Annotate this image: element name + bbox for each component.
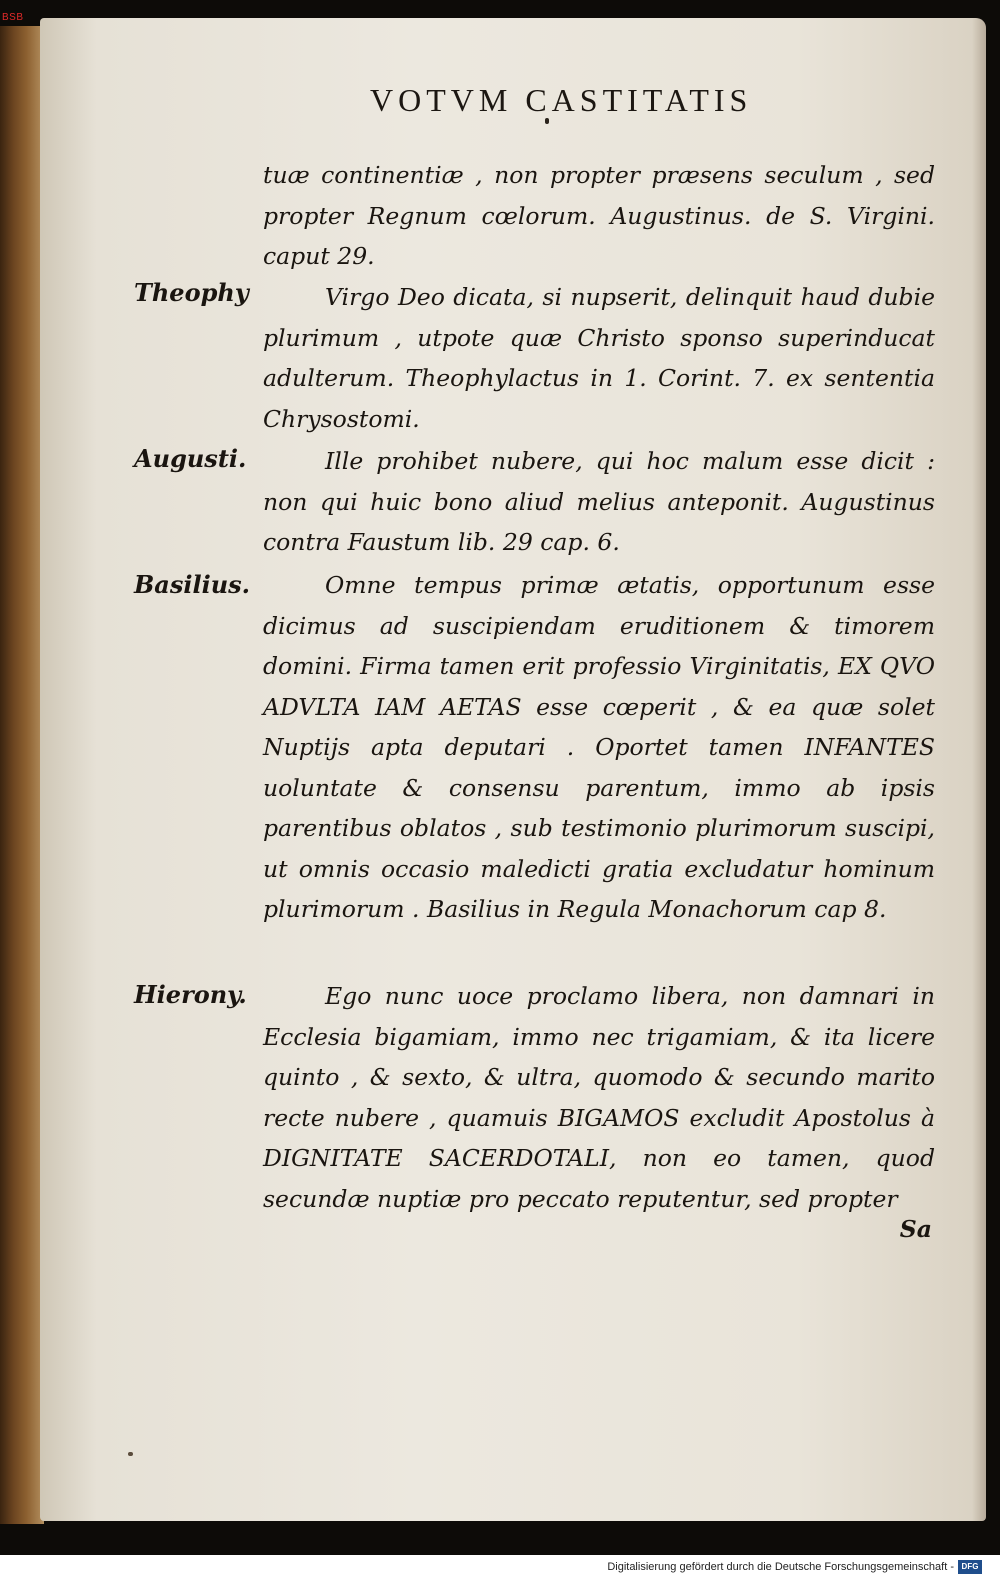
main-text-block: [263, 565, 935, 930]
paragraph-theophylactus: Virgo Deo dicata, si nupserit, delinquit haud dubie plurimum , utpote quæ Christo sponso superinducat adulterum. Theophylactus in 1. Corint. 7. ex sententia Chrysostomi.: [263, 283, 935, 433]
main-text-block: [263, 277, 935, 439]
running-head: VOTVM CASTITATIS: [370, 82, 753, 118]
funding-credit: Digitalisierung gefördert durch die Deutsche Forschungsgemeinschaft -: [607, 1561, 954, 1573]
paragraph-basilius: Omne tempus primæ ætatis, opportunum esse dicimus ad suscipiendam eruditionem & timorem domini. Firma tamen erit professio Virginitatis, EX QVO ADVLTA IAM AETAS esse cœperit , & ea quæ solet Nuptijs apta deputari . Oportet tamen INFANTES uoluntate & consensu parentum, immo ab ipsis parentibus oblatos , sub testimonio plurimorum suscipi, ut omnis occasio maledicti gratia excludatur hominum plurimorum . Basilius in Regula Monachorum cap 8.: [263, 571, 935, 923]
page-fore-edge: [972, 18, 986, 1521]
margin-note-basilius: Basilius.: [134, 570, 251, 599]
main-text-block: [263, 976, 935, 1219]
margin-note-theophylactus: Theophy: [134, 278, 249, 307]
main-text-block: [263, 441, 935, 563]
margin-note-hieronymus: Hierony.: [134, 980, 247, 1009]
dfg-logo-icon: DFG: [958, 1560, 982, 1574]
ink-speck: [545, 118, 549, 124]
paragraph-augustinus-faustum: Ille prohibet nubere, qui hoc malum esse dicit : non qui huic bono aliud melius anteponit. Augustinus contra Faustum lib. 29 cap. 6.: [263, 447, 935, 556]
book-binding-edge: [0, 26, 44, 1524]
margin-note-augustinus: Augusti.: [134, 444, 247, 473]
catchword: Sa: [899, 1215, 932, 1243]
ink-speck: [128, 1452, 133, 1456]
digitization-footer: [0, 1555, 1000, 1577]
main-text-block: [263, 155, 935, 277]
library-corner-label: BSB: [2, 12, 24, 23]
paragraph-augustinus-virginitate: tuæ continentiæ , non propter præsens seculum , sed propter Regnum cœlorum. Augustinus. de S. Virgini. caput 29.: [263, 161, 935, 270]
paragraph-hieronymus: Ego nunc uoce proclamo libera, non damnari in Ecclesia bigamiam, immo nec trigamiam, & ita licere quinto , & sexto, & ultra, quomodo & secundo marito recte nubere , quamuis BIGAMOS excludit Apostolus à DIGNITATE SACERDOTALI, non eo tamen, quod secundæ nuptiæ pro peccato reputentur, sed propter: [263, 982, 935, 1213]
